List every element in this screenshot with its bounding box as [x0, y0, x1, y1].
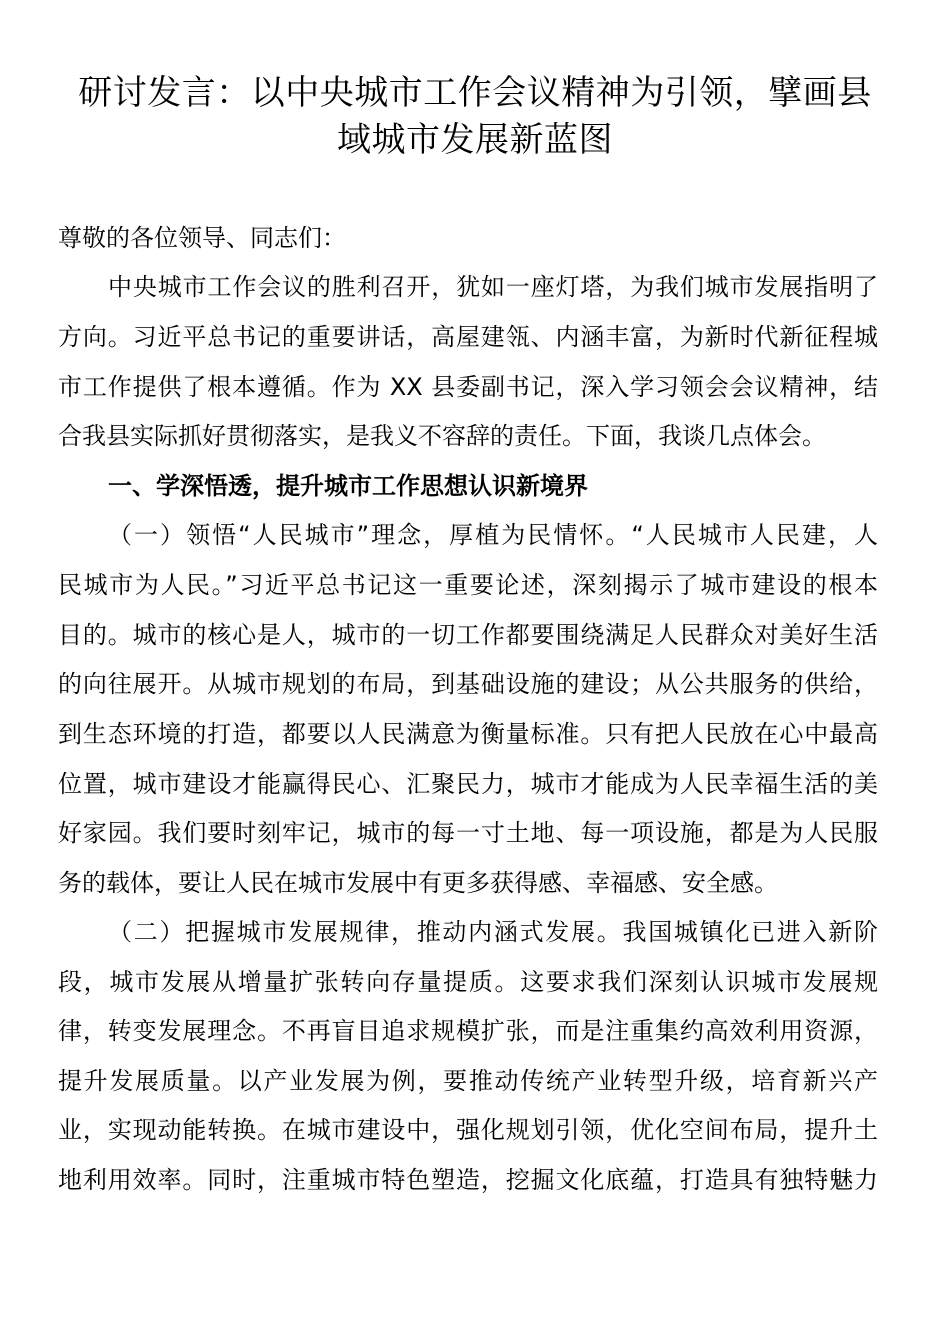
paragraph-line: 律，转变发展理念。不再盲目追求规模扩张，而是注重集约高效利用资源，: [58, 1017, 878, 1045]
document-title-line-2: 域城市发展新蓝图: [337, 120, 613, 160]
paragraph-line: （一）领悟“人民城市”理念，厚植为民情怀。“人民城市人民建，人: [108, 521, 878, 549]
paragraph-line: （二）把握城市发展规律，推动内涵式发展。我国城镇化已进入新阶: [108, 918, 878, 946]
paragraph-line: 好家园。我们要时刻牢记，城市的每一寸土地、每一项设施，都是为人民服: [58, 819, 878, 847]
paragraph-line: 合我县实际抓好贯彻落实，是我义不容辞的责任。下面，我谈几点体会。: [58, 422, 826, 450]
section-heading: 一、学深悟透，提升城市工作思想认识新境界: [108, 472, 588, 500]
salutation: 尊敬的各位领导、同志们：: [58, 224, 346, 252]
document-title-line-1: 研讨发言：以中央城市工作会议精神为引领，擘画县: [78, 73, 872, 113]
paragraph-line: 中央城市工作会议的胜利召开，犹如一座灯塔，为我们城市发展指明了: [108, 273, 878, 301]
paragraph-line: 位置，城市建设才能赢得民心、汇聚民力，城市才能成为人民幸福生活的美: [58, 770, 878, 798]
paragraph-line: 业，实现动能转换。在城市建设中，强化规划引领，优化空间布局，提升土: [58, 1116, 878, 1144]
paragraph-line: 到生态环境的打造，都要以人民满意为衡量标准。只有把人民放在心中最高: [58, 720, 878, 748]
paragraph-line: 提升发展质量。以产业发展为例，要推动传统产业转型升级，培育新兴产: [58, 1067, 878, 1095]
paragraph-line: 民城市为人民。”习近平总书记这一重要论述，深刻揭示了城市建设的根本: [58, 571, 878, 599]
paragraph-line: 务的载体，要让人民在城市发展中有更多获得感、幸福感、安全感。: [58, 869, 778, 897]
paragraph-line: 方向。习近平总书记的重要讲话，高屋建瓴、内涵丰富，为新时代新征程城: [58, 323, 878, 351]
paragraph-line: 段，城市发展从增量扩张转向存量提质。这要求我们深刻认识城市发展规: [58, 968, 878, 996]
paragraph-line: 地利用效率。同时，注重城市特色塑造，挖掘文化底蕴，打造具有独特魅力: [58, 1166, 878, 1194]
paragraph-line: 市工作提供了根本遵循。作为 XX 县委副书记，深入学习领会会议精神，结: [58, 373, 878, 401]
paragraph-line: 的向往展开。从城市规划的布局，到基础设施的建设；从公共服务的供给，: [58, 670, 878, 698]
paragraph-line: 目的。城市的核心是人，城市的一切工作都要围绕满足人民群众对美好生活: [58, 621, 878, 649]
